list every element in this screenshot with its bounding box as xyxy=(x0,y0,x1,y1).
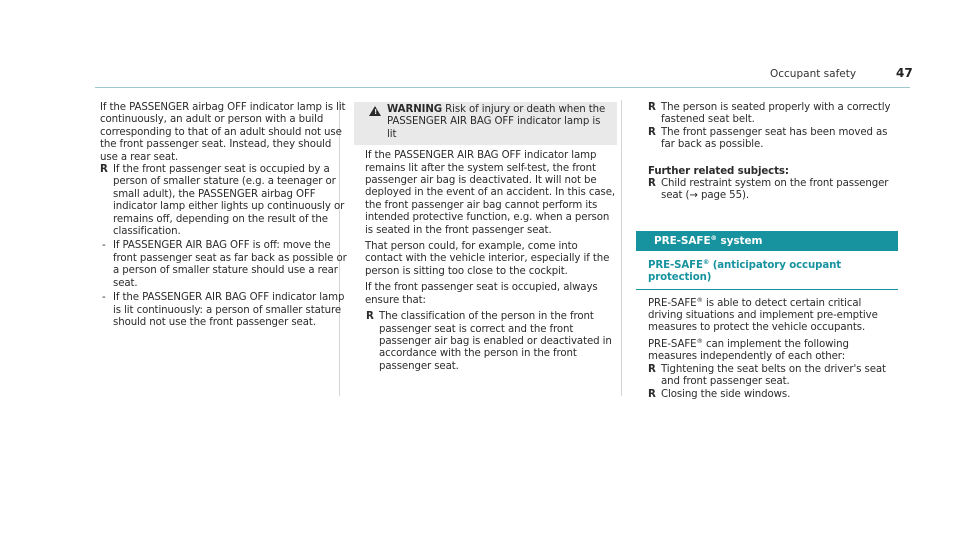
warning-paragraph: That person could, for example, come into contact with the vehicle interior, especially if the person is sitting too close to the cockpit. xyxy=(365,241,610,277)
sub-list-item-text: If PASSENGER AIR BAG OFF is off: move the front passenger seat as far back as possible or a person of smaller stature should use a rear seat. xyxy=(113,240,347,289)
bullet-mark: R xyxy=(366,311,374,323)
list-item-text: If the front passenger seat is occupied by a person of smaller stature (e.g. a teenager or small adult), the PASSENGER airbag OFF indicator lamp either lights up continuously or remains off, depending on the result of the classification. xyxy=(113,164,345,238)
warning-paragraph: If the PASSENGER AIR BAG OFF indicator lamp remains lit after the system self-test, the front passenger air bag is deactivated. It will not be deployed in the event of an accident. In this case, the front passenger air bag cannot perform its intended protective function, e.g. when a person is seated in the front passenger seat. xyxy=(365,150,616,236)
header-rule xyxy=(95,87,910,88)
list-item xyxy=(636,178,898,203)
list-item xyxy=(636,127,898,152)
body-paragraph: PRE-SAFE® can implement the following measures independently of each other: xyxy=(648,336,849,363)
subsection-title: PRE-SAFE® (anticipatory occupant protection) xyxy=(636,260,898,290)
list-item-text: Tightening the seat belts on the driver's seat and front passenger seat. xyxy=(661,363,886,388)
column-divider xyxy=(621,100,622,396)
list-item xyxy=(636,364,898,389)
list-item-text: The classification of the person in the front passenger seat is correct and the front passenger air bag is enabled or deactivated in accordance with the person in the front passenger seat. xyxy=(379,311,612,372)
column-left xyxy=(88,102,350,329)
list-item xyxy=(636,389,898,401)
warning-paragraph: If the front passenger seat is occupied, always ensure that: xyxy=(365,282,598,306)
intro-paragraph: If the PASSENGER airbag OFF indicator lamp is lit continuously, an adult or person with a build corresponding to that of an adult should not use the front passenger seat. Instead, they should use a rear seat. xyxy=(100,102,346,163)
bullet-mark: R xyxy=(648,388,656,400)
warning-summary: Risk of injury or death when the PASSENGER AIR BAG OFF indicator lamp is lit xyxy=(387,104,606,140)
bullet-mark: R xyxy=(648,102,656,113)
list-item-text: The front passenger seat has been moved as far back as possible. xyxy=(661,126,888,151)
cross-reference-link[interactable]: Child restraint system on the front passenger seat (→ page 55). xyxy=(661,178,889,202)
bullet-mark: R xyxy=(648,126,656,138)
sub-list-item xyxy=(88,240,350,290)
warning-box xyxy=(354,102,617,145)
list-item xyxy=(88,164,350,238)
sub-list-item-text: If the PASSENGER AIR BAG OFF indicator lamp is lit continuously: a person of smaller stature should not use the front passenger seat. xyxy=(113,292,345,328)
bullet-mark: R xyxy=(648,363,656,375)
list-item xyxy=(636,102,898,127)
further-subjects-heading: Further related subjects: xyxy=(648,165,789,177)
warning-body xyxy=(354,150,617,373)
body-paragraph: PRE-SAFE® is able to detect certain critical driving situations and implement pre-emptive measures to protect the vehicle occupants. xyxy=(648,295,878,334)
warning-header xyxy=(365,104,611,141)
list-item-text: The person is seated properly with a correctly fastened seat belt. xyxy=(661,102,891,126)
page-number: 47 xyxy=(896,66,913,80)
column-middle xyxy=(354,102,617,373)
list-item xyxy=(365,311,617,373)
column-right xyxy=(636,102,898,401)
warning-title: WARNING xyxy=(387,104,443,115)
dash-mark: - xyxy=(102,292,106,304)
bullet-mark: R xyxy=(100,164,108,176)
list-item-text: Closing the side windows. xyxy=(661,388,791,400)
warning-triangle-icon: ! xyxy=(369,106,381,116)
sub-list-item xyxy=(88,292,350,329)
section-title: PRE-SAFE® system xyxy=(636,231,898,251)
dash-mark: - xyxy=(102,240,106,252)
running-header: Occupant safety xyxy=(770,68,857,80)
bullet-mark: R xyxy=(648,178,656,190)
